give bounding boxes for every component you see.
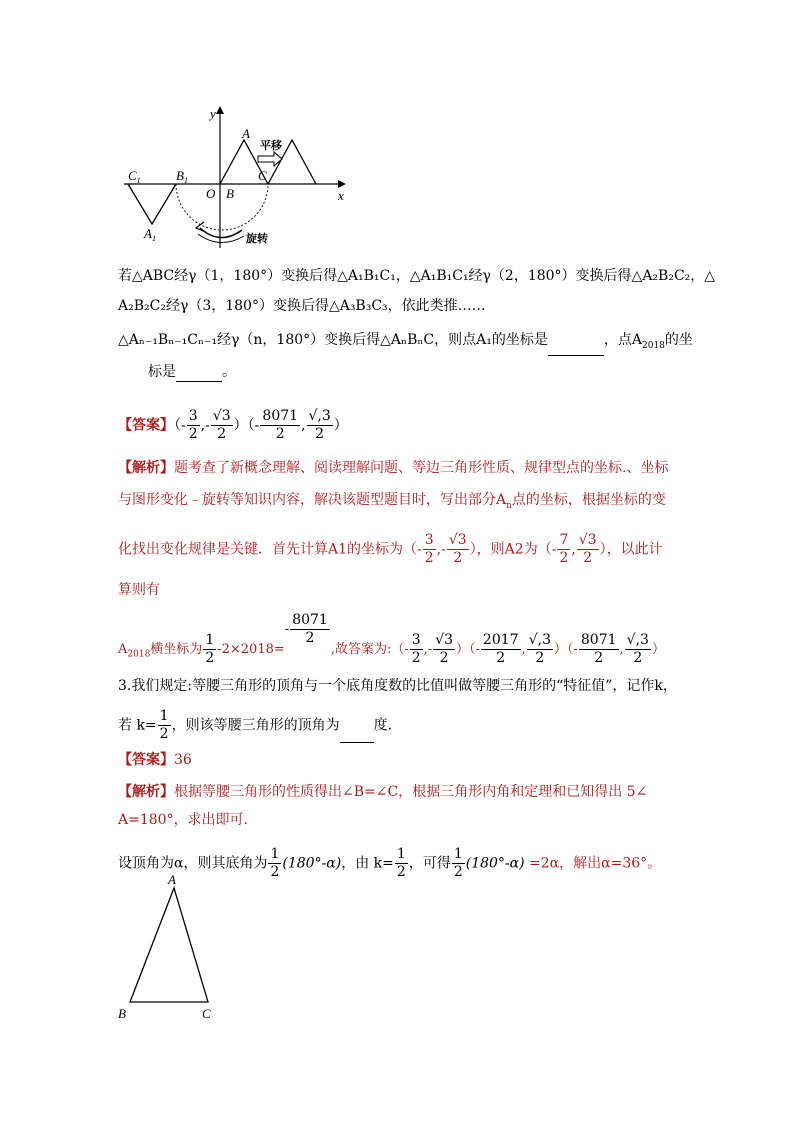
label-c: C: [258, 168, 267, 183]
label-a-iso: A: [168, 872, 176, 887]
label-c1: $C_1$: [128, 168, 141, 185]
answer-1-label: 【答案】: [118, 417, 174, 434]
p1-line1: 若△ABC经γ（1，180°）变换后得△A₁B₁C₁，△A₁B₁C₁经γ（2，180°）变换后得△A₂B₂C₂，△: [118, 268, 716, 284]
label-rotate: 旋转: [246, 232, 268, 245]
rotation-arc: [176, 184, 268, 230]
label-a: A: [242, 126, 250, 141]
triangle-abc-iso: [130, 888, 208, 1002]
analysis-2-line2: A=180°，求出即可.: [118, 812, 249, 828]
answer-1: 【答案】（- $\frac{3}{2}$ ,- $\frac{√3}{2}$ ）（- $\frac{8071}{2}$ , $\frac{√,3}{2}$ ）: [118, 408, 348, 442]
analysis-1-line4: 算则有: [118, 582, 160, 598]
label-b-iso: B: [118, 1006, 126, 1021]
label-o: O: [206, 186, 216, 201]
p1-line2: A₂B₂C₂经γ（3，180°）变换后得△A₃B₃C₃，依此类推……: [118, 298, 486, 314]
label-a1: $A_1$: [144, 226, 156, 243]
analysis-2-line3: 设顶角为α，则其底角为 $\frac{1}{2}$ (180°-α)，由 k= $\frac{1}{2}$ ，可得 $\frac{1}{2}$ (180°-α) =2α，解出α=36°。: [118, 846, 662, 880]
transformation-figure: [118, 100, 354, 250]
analysis-2-line1: 【解析】根据等腰三角形的性质得出∠B=∠C，根据三角形内角和定理和已知得出 5∠: [118, 784, 648, 800]
analysis-1-line5: $A_{2018}$横坐标为 $\frac{1}{2}$ -2×2018=- $\frac{8071}{2}$ ,故答案为:（- $\frac{3}{2}$ ,- $\frac{√3}{2}$ ）（- $\frac{2017}{2}$ , $\frac{√,3}{2}$ ）（- $\frac{8071}{2}$ , $\frac{√,3}{2}$ ）: [118, 612, 665, 666]
label-x: x: [338, 188, 344, 203]
label-b: B: [226, 186, 234, 201]
p1-line3: △Aₙ₋₁Bₙ₋₁Cₙ₋₁经γ（n，180°）变换后得△AₙBₙC，则点A₁的坐标是 ，点$A_{2018}$的坐: [118, 330, 693, 356]
analysis-1-line1: 【解析】题考查了新概念理解、阅读理解问题、等边三角形性质、规律型点的坐标.、坐标: [118, 460, 669, 476]
answer-2: 【答案】36: [118, 752, 192, 768]
analysis-1-line3: 化找出变化规律是关键．首先计算A1的坐标为（- $\frac{3}{2}$ ,- $\frac{√3}{2}$ ），则A2为（- $\frac{7}{2}$ , $\frac{√3}{2}$ ），以此计: [118, 532, 663, 566]
label-c-iso: C: [202, 1006, 211, 1021]
answer-blank-1[interactable]: [548, 341, 604, 356]
label-y: y: [210, 106, 216, 121]
isosceles-triangle-figure: [112, 872, 222, 1022]
label-translate: 平移: [260, 139, 282, 152]
rotate-arrow-icon: [200, 228, 242, 238]
q3-line2: 若 k= $\frac{1}{2}$ ，则该等腰三角形的顶角为 度.: [118, 708, 393, 742]
analysis-1-line2: 与图形变化﹣旋转等知识内容，解决该题型题目时，写出部分$A_n$点的坐标，根据坐标的变: [118, 492, 666, 511]
p1-line4: 标是 。: [148, 364, 236, 380]
label-b1: $B_1$: [176, 168, 188, 185]
triangle-a1b1c1: [128, 184, 176, 224]
answer-blank-3[interactable]: [340, 728, 374, 743]
answer-blank-2[interactable]: [176, 367, 222, 382]
q3-line1: 3.我们规定:等腰三角形的顶角与一个底角度数的比值叫做等腰三角形的“特征值”，记作k，: [118, 678, 677, 694]
